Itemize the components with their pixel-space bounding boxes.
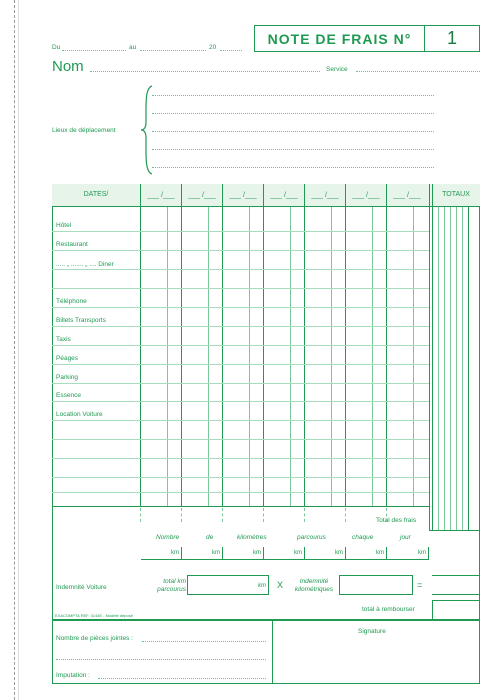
km-cell-7[interactable]	[387, 547, 429, 560]
perforation-line	[14, 0, 15, 700]
total-frais-line	[429, 530, 480, 531]
row-line	[52, 383, 429, 384]
lieux-line-4[interactable]	[152, 149, 434, 150]
date-slot-3[interactable]: ___ /___	[229, 192, 257, 199]
row-line	[52, 345, 429, 346]
cents-divider	[372, 207, 373, 506]
form-number: 1	[446, 28, 457, 48]
totaux-divider	[468, 207, 469, 530]
year-label: 20	[209, 44, 217, 51]
year-field[interactable]	[220, 50, 242, 51]
pieces-jointes-label: Nombre de pièces jointes :	[56, 635, 133, 642]
bottom-section	[52, 620, 480, 684]
row-label-essence: Essence	[56, 392, 81, 399]
cents-divider	[290, 207, 291, 506]
totaux-divider	[450, 207, 451, 530]
km-cell-3[interactable]	[223, 547, 264, 560]
row-label-restaurant: Restaurant	[56, 241, 88, 248]
nom-field[interactable]	[90, 71, 320, 72]
total-km-text: total km	[163, 578, 186, 585]
cents-divider	[413, 207, 414, 506]
km-unit: km	[171, 550, 179, 556]
au-field[interactable]	[140, 50, 206, 51]
lieux-label: Lieux de déplacement	[52, 127, 116, 134]
km-tick	[386, 508, 387, 522]
row-line	[52, 231, 429, 232]
kilometriques-text: kilométriques	[294, 586, 334, 593]
cents-divider	[208, 207, 209, 506]
km-tick	[263, 508, 264, 522]
km-cell-2[interactable]	[182, 547, 223, 560]
binding-margin-line	[18, 0, 19, 700]
total-rembourser-label: total à rembourser	[362, 606, 415, 613]
km-unit: km	[335, 550, 343, 556]
lieux-line-1[interactable]	[152, 95, 434, 96]
km-word-nombre: Nombre	[156, 534, 180, 541]
lieux-line-3[interactable]	[152, 131, 434, 132]
totaux-header: TOTAUX	[442, 191, 470, 198]
cents-divider	[331, 207, 332, 506]
row-line	[52, 326, 429, 327]
km-tick	[304, 508, 305, 522]
pieces-jointes-field[interactable]	[142, 641, 266, 642]
km-word-jour: jour	[400, 534, 411, 541]
km-unit: km	[294, 550, 302, 556]
parcourus-text: parcourus	[157, 586, 186, 593]
indemnite-text: Indemnité	[299, 578, 329, 585]
lieux-line-5[interactable]	[152, 167, 434, 168]
km-word-parcourus: parcourus	[297, 534, 326, 541]
km-tick	[345, 508, 346, 522]
km-unit: km	[253, 550, 261, 556]
du-field[interactable]	[62, 50, 126, 51]
totaux-divider	[438, 207, 439, 530]
dates-header: DATES/	[83, 191, 109, 198]
footer-reference: EXACOMPTA REF. 3144E - Modèle déposé	[55, 613, 133, 618]
km-cell-1[interactable]	[141, 547, 182, 560]
km-cell-4[interactable]	[264, 547, 305, 560]
form-title: NOTE DE FRAIS N°	[255, 26, 425, 51]
km-word-de: de	[206, 534, 214, 541]
table-body-bottom	[52, 506, 429, 507]
row-line	[52, 250, 429, 251]
row-line	[52, 364, 429, 365]
col-divider	[429, 184, 430, 530]
km-tick	[140, 508, 141, 522]
km-unit: km	[418, 550, 426, 556]
km-cell-6[interactable]	[346, 547, 387, 560]
au-label: au	[129, 44, 137, 51]
total-km-label	[152, 578, 186, 594]
row-line	[52, 458, 429, 459]
indemnite-total-cell[interactable]	[432, 575, 480, 595]
indemnite-km-box[interactable]	[339, 575, 413, 595]
row-label-telephone: Téléphone	[56, 298, 87, 305]
indemnite-voiture-label: Indemnité Voiture	[56, 584, 107, 591]
signature-label: Signature	[358, 628, 386, 635]
imputation-field[interactable]	[98, 678, 266, 679]
title-box	[254, 25, 480, 52]
row-label-taxis: Taxis	[56, 336, 71, 343]
date-slot-6[interactable]: ___ /___	[352, 192, 380, 199]
row-label-peages: Péages	[56, 355, 79, 362]
service-field[interactable]	[356, 71, 480, 72]
cents-divider	[249, 207, 250, 506]
totaux-divider	[462, 207, 463, 530]
row-line	[52, 269, 429, 270]
date-slot-2[interactable]: ___ /___	[188, 192, 216, 199]
row-line	[52, 401, 429, 402]
row-line	[52, 288, 429, 289]
equals-sign: =	[417, 580, 423, 590]
totaux-divider	[456, 207, 457, 530]
date-slot-5[interactable]: ___ /___	[311, 192, 339, 199]
cents-divider	[167, 207, 168, 506]
total-frais-label: Total des frais	[376, 517, 417, 524]
km-word-chaque: chaque	[352, 534, 374, 541]
km-word-kilometres: kilomètres	[237, 534, 267, 541]
nom-label: Nom	[52, 58, 84, 75]
row-label-parking: Parking	[56, 374, 79, 381]
row-line	[52, 420, 429, 421]
imputation-label: Imputation :	[56, 672, 90, 679]
pieces-jointes-line-2[interactable]	[56, 659, 266, 660]
curly-brace-icon	[140, 84, 154, 176]
km-unit: km	[376, 550, 384, 556]
km-unit: km	[258, 583, 266, 589]
km-cell-5[interactable]	[305, 547, 346, 560]
lieux-line-2[interactable]	[152, 113, 434, 114]
km-tick	[222, 508, 223, 522]
row-line	[52, 477, 429, 478]
row-line	[52, 307, 429, 308]
date-slot-4[interactable]: ___ /___	[270, 192, 298, 199]
totaux-divider	[444, 207, 445, 530]
bottom-divider	[272, 620, 273, 684]
col-divider	[432, 184, 433, 530]
indemnite-km-label	[290, 578, 338, 594]
date-slot-7[interactable]: ___ /___	[393, 192, 421, 199]
km-tick	[181, 508, 182, 522]
km-unit: km	[212, 550, 220, 556]
row-label-diner: ..... „ ....... „ .... Diner	[56, 261, 114, 268]
row-label-location: Location Voiture	[56, 411, 103, 418]
row-label-hotel: Hôtel	[56, 222, 72, 229]
row-line	[52, 439, 429, 440]
du-label: Du	[52, 44, 61, 51]
total-km-box[interactable]	[187, 575, 269, 595]
date-slot-1[interactable]: ___ /___	[147, 192, 175, 199]
multiply-sign: X	[277, 580, 284, 590]
row-label-billets: Billets Transports	[56, 317, 106, 324]
row-line	[52, 492, 429, 493]
total-rembourser-cell[interactable]	[432, 600, 480, 620]
service-label: Service	[326, 66, 348, 73]
